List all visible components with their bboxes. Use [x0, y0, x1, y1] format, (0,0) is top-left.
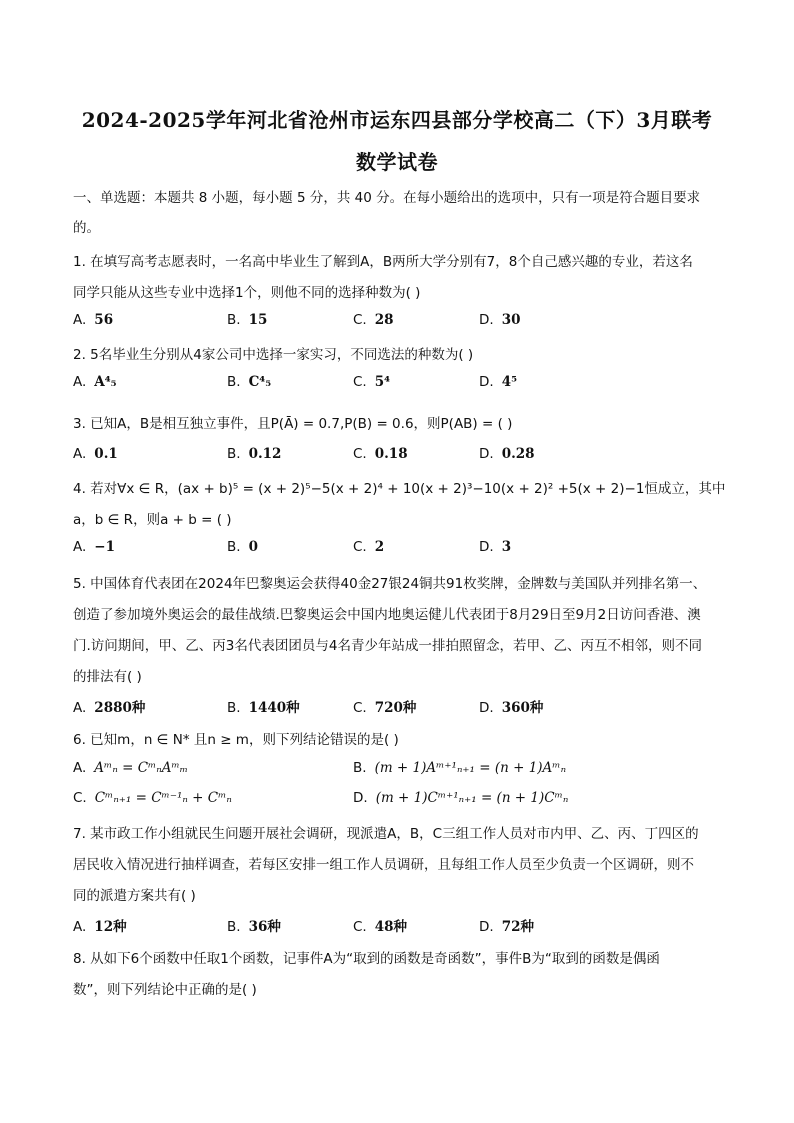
section-heading-line2: 的。 — [73, 220, 100, 236]
question-7-line2: 居民收入情况进行抽样调查，若每区安排一组工作人员调研，且每组工作人员至少负责一个区调研，则不 — [73, 857, 694, 873]
option-a[interactable]: A. 0.1 — [73, 446, 118, 462]
question-2-options — [73, 374, 733, 394]
option-a[interactable]: A. −1 — [73, 539, 116, 555]
section-heading-line1: 一、单选题：本题共 8 小题，每小题 5 分，共 40 分。在每小题给出的选项中，只有一项是符合题目要求 — [73, 190, 701, 206]
question-2-line1: 2. 5名毕业生分别从4家公司中选择一家实习，不同选法的种数为( ) — [73, 347, 474, 363]
question-5-line3: 门.访问期间，甲、乙、丙3名代表团团员与4名青少年站成一排拍照留念，若甲、乙、丙互不相邻，则不同 — [73, 638, 702, 654]
option-c[interactable]: C. 0.18 — [353, 446, 408, 462]
option-b[interactable]: B. 36种 — [227, 919, 281, 935]
question-5-options — [73, 696, 733, 716]
option-a[interactable]: A. 12种 — [73, 919, 127, 935]
question-3-options — [73, 446, 733, 466]
question-5-line1: 5. 中国体育代表团在2024年巴黎奥运会获得40金27银24铜共91枚奖牌，金牌数与美国队并列排名第一、 — [73, 576, 707, 592]
question-6-options-row2 — [73, 790, 733, 810]
question-8-line2: 数”，则下列结论中正确的是( ) — [73, 982, 257, 998]
question-6-options-row1 — [73, 760, 733, 780]
option-d[interactable]: D. 4⁵ — [479, 374, 517, 390]
question-1-options — [73, 312, 733, 332]
option-c[interactable]: C. Cᵐₙ₊₁ = Cᵐ⁻¹ₙ + Cᵐₙ — [73, 790, 232, 806]
question-4-line1: 4. 若对∀x ∈ R，(ax + b)⁵ = (x + 2)⁵−5(x + 2)⁴ + 10(x + 2)³−10(x + 2)² +5(x + 2)−1恒成立，其中 — [73, 481, 726, 497]
question-5-line2: 创造了参加境外奥运会的最佳战绩.巴黎奥运会中国内地奥运健儿代表团于8月29日至9月2日访问香港、澳 — [73, 607, 701, 623]
option-b[interactable]: B. 0 — [227, 539, 258, 555]
option-c[interactable]: C. 2 — [353, 539, 385, 555]
option-c[interactable]: C. 28 — [353, 312, 394, 328]
option-d[interactable]: D. 3 — [479, 539, 512, 555]
option-a[interactable]: A. 56 — [73, 312, 114, 328]
exam-title-line1: 2024-2025学年河北省沧州市运东四县部分学校高二（下）3月联考 — [81, 108, 713, 132]
option-b[interactable]: B. 1440种 — [227, 700, 300, 716]
question-4-line2: a，b ∈ R，则a + b = ( ) — [73, 512, 232, 528]
option-c[interactable]: C. 48种 — [353, 919, 408, 935]
option-b[interactable]: B. C⁴₅ — [227, 374, 272, 390]
question-8-line1: 8. 从如下6个函数中任取1个函数，记事件A为“取到的函数是奇函数”，事件B为“取到的函数是偶函 — [73, 951, 660, 967]
question-5-line4: 的排法有( ) — [73, 669, 142, 685]
option-a[interactable]: A. Aᵐₙ = CᵐₙAᵐₘ — [73, 760, 189, 776]
option-b[interactable]: B. 15 — [227, 312, 268, 328]
option-d[interactable]: D. 30 — [479, 312, 521, 328]
option-d[interactable]: D. 0.28 — [479, 446, 535, 462]
option-b[interactable]: B. 0.12 — [227, 446, 282, 462]
option-d[interactable]: D. 360种 — [479, 700, 544, 716]
question-1-line2: 同学只能从这些专业中选择1个，则他不同的选择种数为( ) — [73, 285, 421, 301]
question-3-line1: 3. 已知A，B是相互独立事件，且P(Ā) = 0.7,P(B) = 0.6，则P(AB) = ( ) — [73, 416, 513, 432]
option-b[interactable]: B. (m + 1)Aᵐ⁺¹ₙ₊₁ = (n + 1)Aᵐₙ — [353, 760, 567, 776]
question-6-line1: 6. 已知m，n ∈ N* 且n ≥ m，则下列结论错误的是( ) — [73, 732, 399, 748]
option-d[interactable]: D. (m + 1)Cᵐ⁺¹ₙ₊₁ = (n + 1)Cᵐₙ — [353, 790, 569, 806]
option-a[interactable]: A. 2880种 — [73, 700, 146, 716]
question-7-options — [73, 915, 733, 935]
question-7-line3: 同的派遣方案共有( ) — [73, 888, 196, 904]
question-1-line1: 1. 在填写高考志愿表时，一名高中毕业生了解到A，B两所大学分别有7，8个自己感兴趣的专业，若这名 — [73, 254, 693, 270]
option-a[interactable]: A. A⁴₅ — [73, 374, 117, 390]
option-d[interactable]: D. 72种 — [479, 919, 534, 935]
option-c[interactable]: C. 720种 — [353, 700, 417, 716]
option-c[interactable]: C. 5⁴ — [353, 374, 391, 390]
question-4-options — [73, 539, 733, 559]
question-7-line1: 7. 某市政工作小组就民生问题开展社会调研，现派遣A，B，C三组工作人员对市内甲、乙、丙、丁四区的 — [73, 826, 699, 842]
exam-title-line2: 数学试卷 — [356, 150, 438, 174]
